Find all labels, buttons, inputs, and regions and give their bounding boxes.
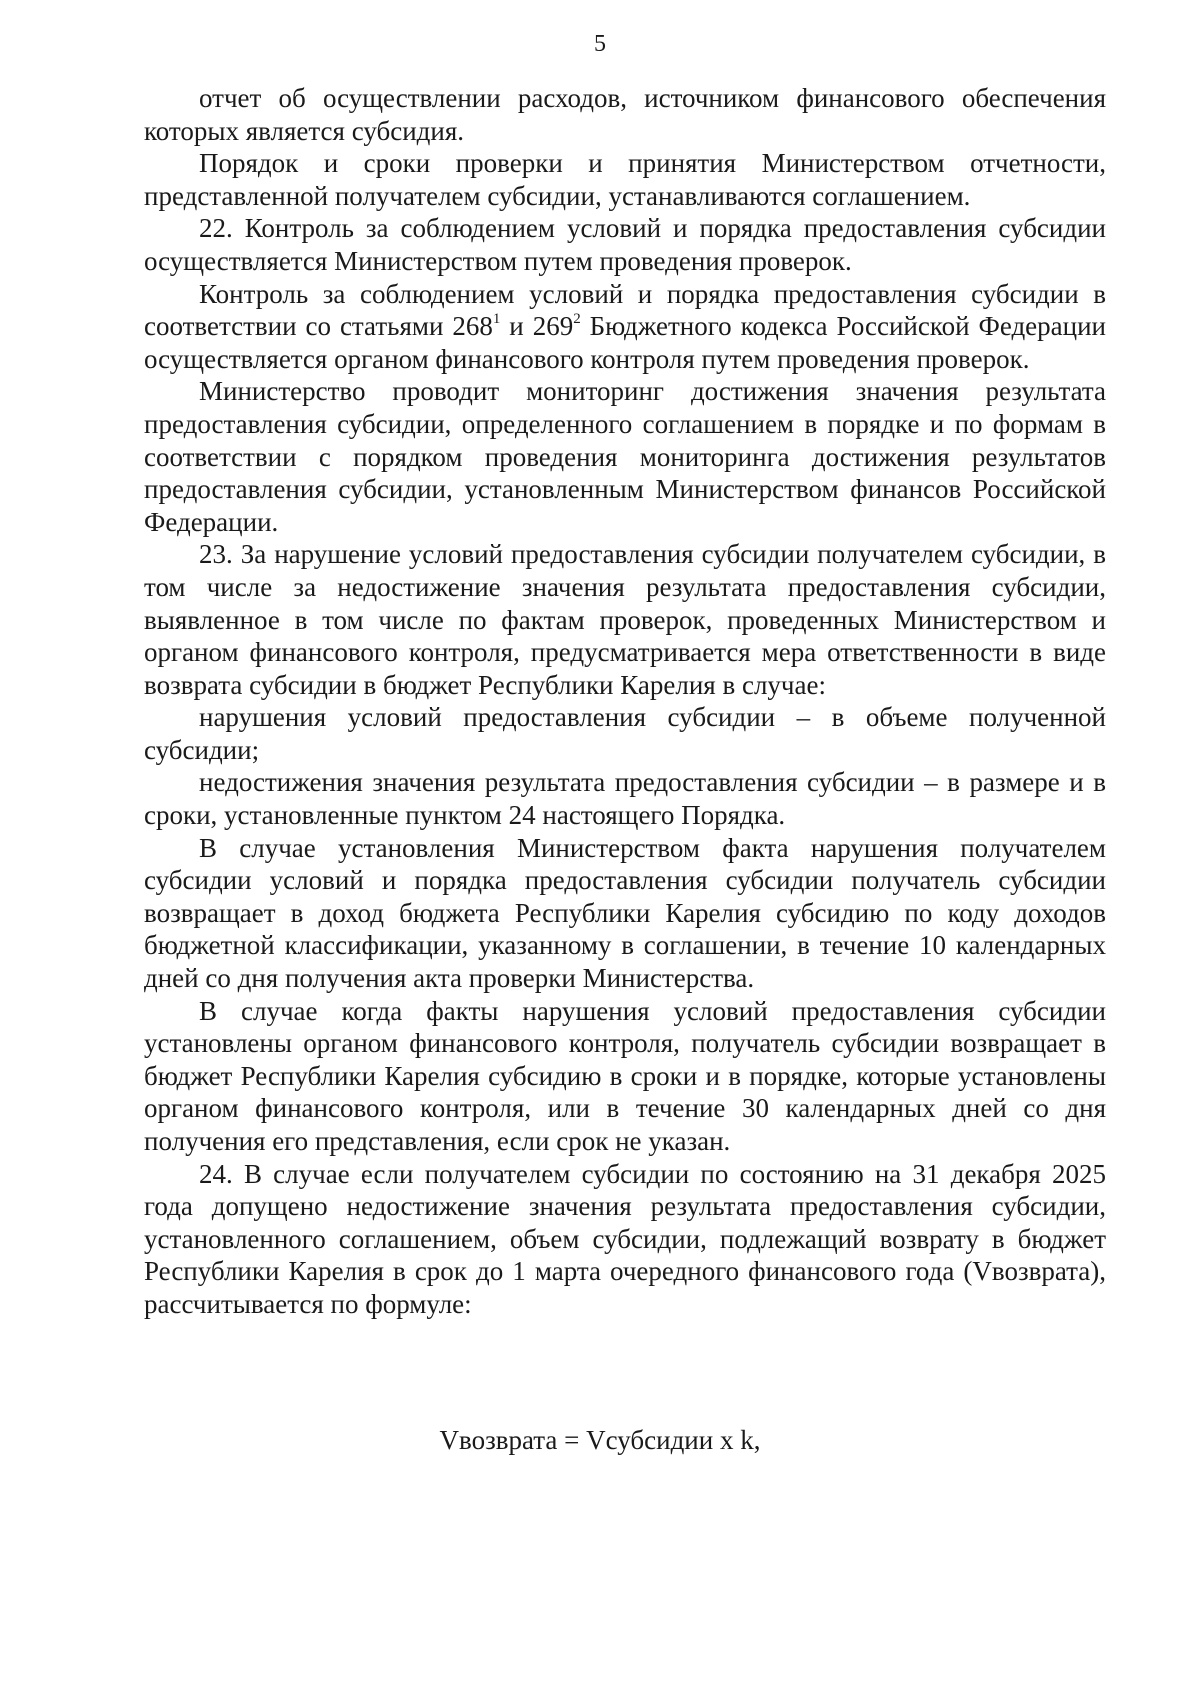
paragraph-violation-conditions: нарушения условий предоставления субсидии – в объеме полученной субсидии; [144, 702, 1106, 765]
paragraph-financial-control-text-1: Контроль за соблюдением условий и порядка предоставления субсидии в соответствии со статьями 268 [144, 278, 1106, 342]
formula: Vвозврата = Vсубсидии х k, [439, 1425, 761, 1455]
paragraph-reporting-procedure: Порядок и сроки проверки и принятия Министерством отчетности, представленной получателем субсидии, устанавливаются соглашением. [144, 148, 1106, 211]
paragraph-non-achievement: недостижения значения результата предоставления субсидии – в размере и в сроки, установленные пунктом 24 настоящего Порядка. [144, 767, 1106, 831]
footnote-superscript-2: 2 [573, 311, 581, 328]
paragraph-clause-22: 22. Контроль за соблюдением условий и порядка предоставления субсидии осуществляется Министерством путем проведения проверок. [144, 213, 1106, 276]
paragraph-ministry-violation: В случае установления Министерством факта нарушения получателем субсидии условий и порядка предоставления субсидии получатель субсидии возвращает в доход бюджета Республики Карелия субсидию по коду доходов бюджетной классификации, указанному в соглашении, в течение 10 календарных дней со дня получения акта проверки Министерства. [144, 832, 1106, 994]
paragraph-clause-23: 23. За нарушение условий предоставления субсидии получателем субсидии, в том числе за недостижение значения результата предоставления субсидии, выявленное в том числе по фактам проверок, проведенных Министерством и органом финансового контроля, предусматривается мера ответственности в виде возврата субсидии в бюджет Республики Карелия в случае: [144, 539, 1106, 700]
document-body [144, 82, 1106, 1321]
paragraph-financial-control-text-3: Бюджетного кодекса Российской Федерации осуществляется органом финансового контроля путем проведения проверок. [144, 311, 1106, 374]
paragraph-financial-control [144, 278, 1106, 376]
paragraph-monitoring: Министерство проводит мониторинг достижения значения результата предоставления субсидии, определенного соглашением в порядке и по формам в соответствии с порядком проведения мониторинга достижения результатов предоставления субсидии, установленным Министерством финансов Российской Федерации. [144, 376, 1106, 537]
paragraph-report-expenses: отчет об осуществлении расходов, источником финансового обеспечения которых является субсидия. [144, 83, 1106, 146]
paragraph-control-body-violation: В случае когда факты нарушения условий предоставления субсидии установлены органом финансового контроля, получатель субсидии возвращает в бюджет Республики Карелия субсидию в сроки и в порядке, которые установлены органом финансового контроля, или в течение 30 календарных дней со дня получения его представления, если срок не указан. [144, 995, 1106, 1156]
footnote-superscript-1: 1 [492, 311, 501, 328]
paragraph-clause-24: 24. В случае если получателем субсидии по состоянию на 31 декабря 2025 года допущено недостижение значения результата предоставления субсидии, установленного соглашением, объем субсидии, подлежащий возврату в бюджет Республики Карелия в срок до 1 марта очередного финансового года (Vвозврата), рассчитывается по формуле: [144, 1158, 1106, 1319]
paragraph-financial-control-text-2: и 269 [500, 311, 574, 342]
page-number: 5 [594, 31, 606, 57]
